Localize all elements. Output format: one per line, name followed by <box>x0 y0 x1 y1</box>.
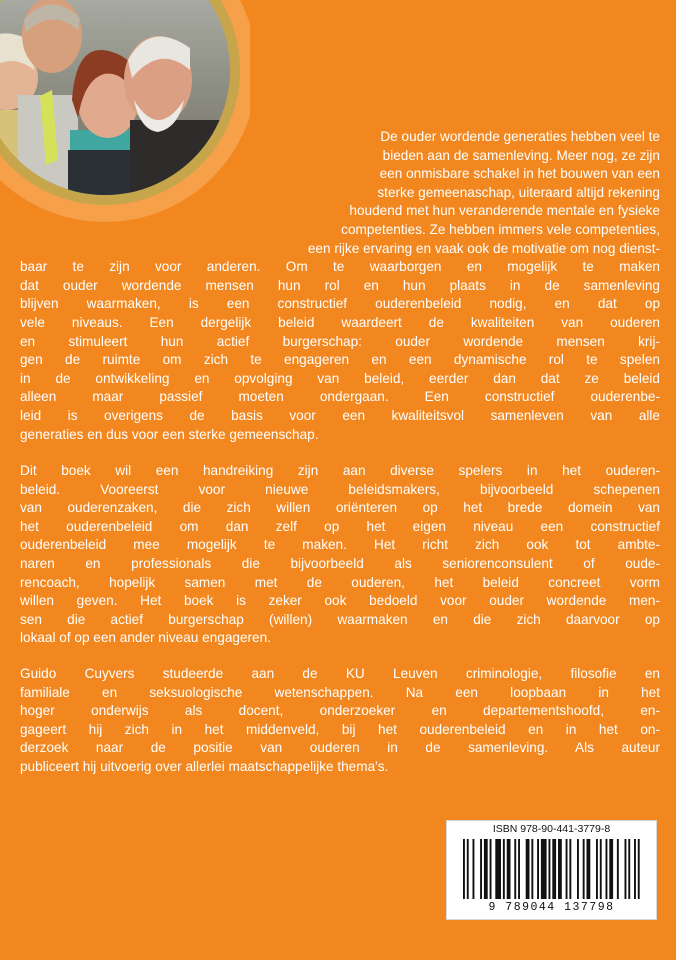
barcode-bar <box>634 839 636 899</box>
barcode-bar <box>531 839 533 899</box>
purpose-line: het ouderenbeleid om dan zelf op het eigen niveau een constructief <box>20 518 660 534</box>
purpose-line: willen geven. Het boek is zeker ook bedoeld voor ouder wordende men- <box>20 593 660 609</box>
barcode-bar <box>596 839 598 899</box>
barcode-bar <box>609 839 613 899</box>
barcode-bar <box>484 839 488 899</box>
barcode-bar <box>552 839 556 899</box>
barcode-bar <box>625 839 627 899</box>
barcode-bar <box>617 839 619 899</box>
intro-line: houdend met hun veranderende mentale en fysieke <box>349 203 660 219</box>
barcode-bar <box>463 839 465 899</box>
purpose-line: ouderenbeleid mee mogelijk te maken. Het richt zich ook tot ambte- <box>20 537 660 553</box>
intro-line: in de ontwikkeling en opvolging van beleid, eerder dan dat ze beleid <box>20 370 660 386</box>
intro-line: competenties. Ze hebben immers vele competenties, <box>341 221 660 237</box>
purpose-line: lokaal of op een ander niveau engageren. <box>20 630 271 646</box>
barcode-bar <box>569 839 571 899</box>
author-bio-line: publiceert hij uitvoerig over allerlei maatschappelijke thema's. <box>20 758 389 774</box>
barcode-bar <box>495 839 501 899</box>
intro-line: een onmisbare schakel in het bouwen van een <box>379 166 660 182</box>
isbn-barcode <box>446 820 657 920</box>
intro-line: sterke gemeenaschap, uiteraard altijd rekening <box>377 184 660 200</box>
intro-line: leid is overigens de basis voor een kwaliteitsvol samenleven van alle <box>20 407 660 423</box>
purpose-line: sen die actief burgerschap (willen) waarmaken en die zich daarvoor op <box>20 611 660 627</box>
barcode-bar <box>606 839 608 899</box>
purpose-paragraph <box>20 462 660 648</box>
barcode-bar <box>541 839 547 899</box>
barcode-bar <box>600 839 602 899</box>
barcode-bar <box>566 839 568 899</box>
barcode-bars <box>459 839 644 901</box>
barcode-bar <box>507 839 511 899</box>
barcode-bar <box>587 839 591 899</box>
intro-paragraph <box>20 128 660 444</box>
author-bio-line: hoger onderwijs als docent, onderzoeker en departementshoofd, en- <box>20 703 660 719</box>
intro-line: bieden aan de samenleving. Meer nog, ze zijn <box>382 147 660 163</box>
intro-line: gen de ruimte om zich te engageren en een dynamische rol te spelen <box>20 352 660 368</box>
author-bio-line: gageert hij zich in het middenveld, bij het ouderenbeleid en in het on- <box>20 721 660 737</box>
author-bio-paragraph <box>20 665 660 777</box>
intro-line: generaties en dus voor een sterke gemeenschap. <box>20 426 319 442</box>
intro-line: dat ouder wordende mensen hun rol en hun plaats in de samenleving <box>20 277 660 293</box>
barcode-bar <box>638 839 640 899</box>
purpose-line: beleid. Vooreerst voor nieuwe beleidsmakers, bijvoorbeeld schepenen <box>20 481 660 497</box>
purpose-line: rencoach, hopelijk samen met de ouderen, het beleid concreet vorm <box>20 574 660 590</box>
barcode-bar <box>558 839 562 899</box>
barcode-bar <box>549 839 551 899</box>
barcode-bar <box>514 839 516 899</box>
barcode-number: 9 789044 137798 <box>488 901 615 914</box>
barcode-bar <box>503 839 505 899</box>
purpose-line: van ouderenzaken, die zich willen oriënteren op het brede domein van <box>20 500 660 516</box>
barcode-bar <box>480 839 482 899</box>
barcode-bar <box>577 839 579 899</box>
intro-line: en stimuleert hun actief burgerschap: ouder wordende mensen krij- <box>20 333 660 349</box>
author-bio-line: derzoek naar de positie van ouderen in de samenleving. Als auteur <box>20 740 660 756</box>
intro-line: een rijke ervaring en vaak ook de motivatie om nog dienst- <box>307 240 660 256</box>
intro-line: baar te zijn voor anderen. Om te waarborgen en mogelijk te maken <box>20 259 660 275</box>
purpose-line: naren en professionals die bijvoorbeeld als seniorenconsulent of oude- <box>20 555 660 571</box>
intro-line: blijven waarmaken, is een constructief ouderenbeleid nodig, en dat op <box>20 296 660 312</box>
isbn-label: ISBN 978-90-441-3779-8 <box>492 823 611 835</box>
purpose-line: Dit boek wil een handreiking zijn aan diverse spelers in het ouderen- <box>20 463 660 478</box>
author-bio-line: familiale en seksuologische wetenschappen. Na een loopbaan in het <box>20 684 660 700</box>
barcode-bar <box>526 839 530 899</box>
barcode-bar <box>467 839 469 899</box>
barcode-bar <box>490 839 492 899</box>
intro-line: alleen maar passief moeten ondergaan. Een constructief ouderenbe- <box>20 389 660 405</box>
intro-line: vele niveaus. Een dergelijk beleid waardeert de kwaliteiten van ouderen <box>20 314 660 330</box>
barcode-bar <box>583 839 585 899</box>
barcode-bar <box>537 839 539 899</box>
barcode-bar <box>628 839 630 899</box>
author-bio-line: Guido Cuyvers studeerde aan de KU Leuven criminologie, filosofie en <box>20 666 660 681</box>
barcode-bar <box>473 839 475 899</box>
barcode-bar <box>518 839 520 899</box>
intro-line: De ouder wordende generaties hebben veel te <box>380 129 660 144</box>
